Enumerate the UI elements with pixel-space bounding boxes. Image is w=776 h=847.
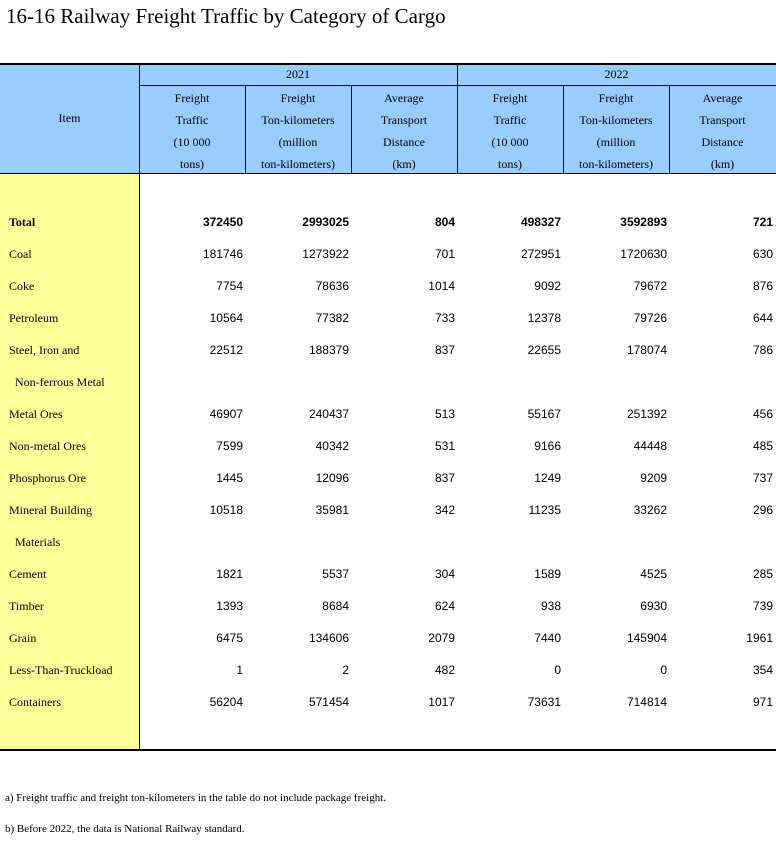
row-label: Petroleum [9,311,59,325]
table-cell: 285 [752,567,773,581]
table-cell: 498327 [520,215,561,229]
table-cell: 7440 [534,631,561,645]
table-cell: 1589 [534,567,561,581]
table-cell: 1720630 [620,247,667,261]
table-cell: 721 [752,215,773,229]
table-row [0,558,776,590]
row-label: Coal [9,247,32,261]
table-cell: 372450 [202,215,243,229]
footnote-a: a) Freight traffic and freight ton-kilometers in the table do not include package freight. [5,792,386,804]
row-label: Total [9,215,36,229]
table-cell: 513 [434,407,455,421]
table-cell: 1 [236,663,243,677]
table-cell: 630 [752,247,773,261]
table-cell: 44448 [633,439,667,453]
table-cell: 22512 [209,343,243,357]
table-cell: 12378 [527,311,561,325]
distance-header-2021: Average Transport Distance (km) [380,91,428,171]
page-title: 16-16 Railway Freight Traffic by Category of Cargo [6,4,446,28]
distance-header-2022: Average Transport Distance (km) [699,91,746,171]
table-cell: 571454 [308,695,349,709]
freight-table [0,63,776,751]
table-cell: 644 [752,311,773,325]
table-cell: 876 [752,279,773,293]
table-cell: 5537 [322,567,349,581]
table-row [0,654,776,686]
table-cell: 35981 [315,503,349,517]
table-row [0,494,776,526]
table-cell: 3592893 [620,215,667,229]
table-row [0,590,776,622]
table-cell: 1393 [216,599,243,613]
row-label: Non-metal Ores [9,439,86,453]
table-row [0,334,776,366]
table-cell: 9166 [534,439,561,453]
item-header: Item [58,111,81,125]
table-row [0,430,776,462]
row-label: Grain [9,631,37,645]
row-label: Mineral Building [9,503,92,517]
table-cell: 296 [752,503,773,517]
table-cell: 22655 [527,343,561,357]
table-row [0,302,776,334]
table-row [0,686,776,718]
table-cell: 178074 [626,343,667,357]
table-cell: 2993025 [302,215,349,229]
table-row [0,622,776,654]
table-cell: 714814 [626,695,667,709]
table-row [0,270,776,302]
table-row [0,366,776,398]
table-cell: 2 [342,663,349,677]
table-cell: 786 [752,343,773,357]
table-cell: 79726 [633,311,667,325]
table-cell: 485 [752,439,773,453]
table-cell: 0 [554,663,561,677]
table-cell: 701 [434,247,455,261]
table-cell: 181746 [202,247,243,261]
table-cell: 837 [434,343,455,357]
row-label: Containers [9,695,61,709]
table-cell: 456 [752,407,773,421]
table-cell: 56204 [209,695,243,709]
table-cell: 134606 [308,631,349,645]
row-label: Cement [9,567,47,581]
table-cell: 1014 [428,279,455,293]
table-cell: 531 [434,439,455,453]
table-cell: 354 [752,663,773,677]
table-cell: 0 [660,663,667,677]
freight-traffic-header-2021: Freight Traffic (10 000 tons) [173,91,211,171]
table-row [0,462,776,494]
year-2022-header: 2022 [604,67,629,81]
row-label: Steel, Iron and [9,343,80,357]
table-cell: 145904 [626,631,667,645]
table-bottom-border [0,749,776,751]
table-cell: 2079 [428,631,455,645]
table-cell: 6930 [640,599,667,613]
table-cell: 342 [434,503,455,517]
table-cell: 1249 [534,471,561,485]
ton-kilometers-header-2021: Freight Ton-kilometers (million ton-kilometers) [261,91,335,171]
table-row [0,206,776,238]
table-cell: 10564 [209,311,243,325]
table-cell: 9209 [640,471,667,485]
table-row [0,526,776,558]
table-cell: 6475 [216,631,243,645]
table-cell: 1961 [746,631,773,645]
table-cell: 46907 [209,407,243,421]
table-cell: 79672 [633,279,667,293]
table-cell: 971 [752,695,773,709]
ton-kilometers-header-2022: Freight Ton-kilometers (million ton-kilometers) [579,91,653,171]
table-cell: 938 [540,599,561,613]
table-cell: 240437 [308,407,349,421]
table-cell: 77382 [315,311,349,325]
row-label: Coke [9,279,35,293]
row-label: Phosphorus Ore [9,471,86,485]
table-cell: 73631 [527,695,561,709]
row-label: Timber [9,599,44,613]
table-cell: 7754 [216,279,243,293]
table-cell: 251392 [626,407,667,421]
row-label: Less-Than-Truckload [9,663,113,677]
table-cell: 40342 [315,439,349,453]
table-cell: 1821 [216,567,243,581]
table-cell: 733 [434,311,455,325]
table-cell: 33262 [633,503,667,517]
footnote-b: b) Before 2022, the data is National Railway standard. [5,823,245,835]
row-label: Metal Ores [9,407,63,421]
table-row [0,398,776,430]
year-2021-header: 2021 [286,67,310,81]
table-cell: 4525 [640,567,667,581]
table-cell: 272951 [520,247,561,261]
table-cell: 1273922 [302,247,349,261]
table-cell: 304 [434,567,455,581]
row-label: Non-ferrous Metal [15,375,105,389]
table-cell: 188379 [308,343,349,357]
table-cell: 624 [434,599,455,613]
row-label: Materials [15,535,61,549]
table-cell: 9092 [534,279,561,293]
table-row [0,238,776,270]
table-cell: 8684 [322,599,349,613]
table-cell: 1017 [428,695,455,709]
table-cell: 737 [752,471,773,485]
table-cell: 7599 [216,439,243,453]
table-cell: 12096 [315,471,349,485]
table-cell: 1445 [216,471,243,485]
table-cell: 837 [434,471,455,485]
freight-traffic-header-2022: Freight Traffic (10 000 tons) [491,91,529,171]
table-cell: 55167 [527,407,561,421]
table-cell: 78636 [315,279,349,293]
table-cell: 482 [434,663,455,677]
table-cell: 739 [752,599,773,613]
table-cell: 11235 [528,503,561,517]
table-cell: 804 [434,215,455,229]
table-cell: 10518 [209,503,243,517]
